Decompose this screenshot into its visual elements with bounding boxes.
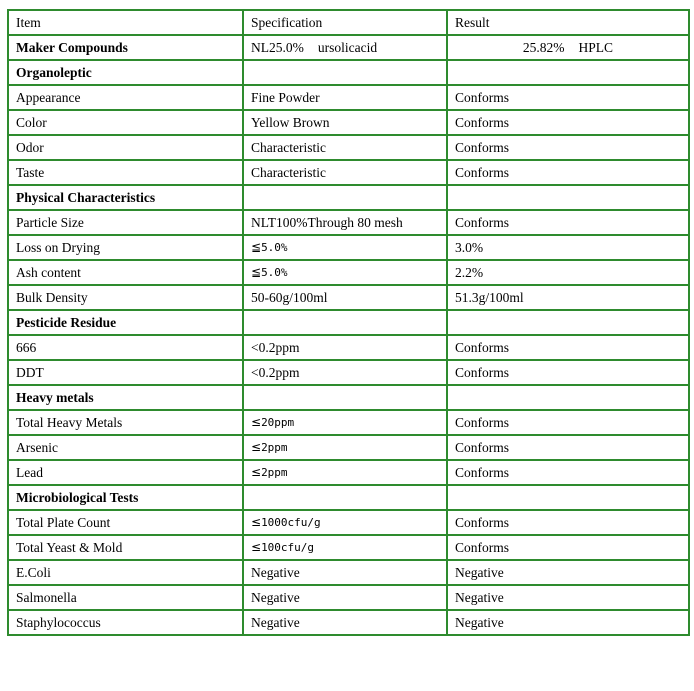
row-spec: [243, 260, 447, 285]
empty-cell: [243, 185, 447, 210]
less-equal-symbol: ≤: [251, 515, 262, 529]
row-item: Bulk Density: [8, 285, 243, 310]
row-result: Conforms: [447, 510, 689, 535]
section-title: Pesticide Residue: [8, 310, 243, 335]
spec-value: 1000cfu/g: [261, 516, 321, 529]
row-spec: [243, 35, 447, 60]
table-row-total-heavy-metals: [8, 410, 689, 435]
empty-cell: [447, 185, 689, 210]
row-item: Appearance: [8, 85, 243, 110]
row-item: Arsenic: [8, 435, 243, 460]
row-item: Lead: [8, 460, 243, 485]
row-item: Loss on Drying: [8, 235, 243, 260]
row-spec: Negative: [243, 585, 447, 610]
row-result: Conforms: [447, 410, 689, 435]
section-title: Organoleptic: [8, 60, 243, 85]
table-row-arsenic: [8, 435, 689, 460]
less-equal-symbol: ≤: [251, 540, 262, 554]
row-result: Conforms: [447, 85, 689, 110]
section-title: Heavy metals: [8, 385, 243, 410]
table-row-loss-on-drying: [8, 235, 689, 260]
table-row-salmonella: [8, 585, 689, 610]
spec-value: 2ppm: [261, 441, 288, 454]
row-item: Total Yeast & Mold: [8, 535, 243, 560]
row-item: Staphylococcus: [8, 610, 243, 635]
row-item: E.Coli: [8, 560, 243, 585]
row-result: Negative: [447, 610, 689, 635]
row-result: Conforms: [447, 535, 689, 560]
row-item: Particle Size: [8, 210, 243, 235]
row-item: Total Plate Count: [8, 510, 243, 535]
section-row-pesticide: [8, 310, 689, 335]
row-spec: NLT100%Through 80 mesh: [243, 210, 447, 235]
empty-cell: [243, 385, 447, 410]
section-title: Microbiological Tests: [8, 485, 243, 510]
row-spec: Negative: [243, 560, 447, 585]
table-row-color: [8, 110, 689, 135]
header-result: Result: [447, 10, 689, 35]
empty-cell: [447, 60, 689, 85]
section-row-organoleptic: [8, 60, 689, 85]
row-result: [447, 35, 689, 60]
row-result: Conforms: [447, 110, 689, 135]
result-value: 25.82%: [522, 39, 565, 55]
table-row-staphylococcus: [8, 610, 689, 635]
less-equal-symbol: ≤: [251, 465, 262, 479]
row-item: Color: [8, 110, 243, 135]
row-spec: Negative: [243, 610, 447, 635]
row-result: Negative: [447, 560, 689, 585]
row-item: DDT: [8, 360, 243, 385]
empty-cell: [243, 310, 447, 335]
row-result: Conforms: [447, 435, 689, 460]
header-specification: Specification: [243, 10, 447, 35]
section-title: Physical Characteristics: [8, 185, 243, 210]
table-row-maker-compounds: [8, 35, 689, 60]
table-row-e-coli: [8, 560, 689, 585]
table-row-taste: [8, 160, 689, 185]
row-result: Conforms: [447, 460, 689, 485]
row-result: Conforms: [447, 335, 689, 360]
table-row-particle-size: [8, 210, 689, 235]
spec-compound: ursolicacid: [317, 39, 378, 55]
spec-value: 2ppm: [261, 466, 288, 479]
less-equal-symbol: ≦: [251, 265, 262, 279]
less-equal-symbol: ≤: [251, 440, 262, 454]
row-spec: [243, 510, 447, 535]
empty-cell: [447, 385, 689, 410]
section-row-physical: [8, 185, 689, 210]
section-row-microbiological: [8, 485, 689, 510]
row-spec: [243, 460, 447, 485]
row-item: Ash content: [8, 260, 243, 285]
row-result: Conforms: [447, 160, 689, 185]
row-result: 3.0%: [447, 235, 689, 260]
table-row-appearance: [8, 85, 689, 110]
row-spec: <0.2ppm: [243, 335, 447, 360]
empty-cell: [447, 485, 689, 510]
less-equal-symbol: ≦: [251, 240, 262, 254]
header-row: [8, 10, 689, 35]
row-item: Maker Compounds: [8, 35, 243, 60]
spec-value: NL25.0%: [251, 39, 304, 55]
row-spec: Fine Powder: [243, 85, 447, 110]
row-item: Taste: [8, 160, 243, 185]
row-result: Conforms: [447, 135, 689, 160]
spec-value: 20ppm: [261, 416, 295, 429]
row-result: 51.3g/100ml: [447, 285, 689, 310]
row-result: Negative: [447, 585, 689, 610]
table-row-odor: [8, 135, 689, 160]
row-item: 666: [8, 335, 243, 360]
empty-cell: [243, 485, 447, 510]
row-item: Odor: [8, 135, 243, 160]
row-spec: Yellow Brown: [243, 110, 447, 135]
row-spec: Characteristic: [243, 160, 447, 185]
row-result: 2.2%: [447, 260, 689, 285]
table-row-total-yeast-mold: [8, 535, 689, 560]
row-spec: <0.2ppm: [243, 360, 447, 385]
row-item: Salmonella: [8, 585, 243, 610]
spec-value: 5.0%: [261, 241, 288, 254]
row-spec: [243, 435, 447, 460]
table-row-bulk-density: [8, 285, 689, 310]
row-spec: 50-60g/100ml: [243, 285, 447, 310]
row-item: Total Heavy Metals: [8, 410, 243, 435]
coa-table: [7, 9, 690, 636]
row-spec: [243, 535, 447, 560]
table-row-ash-content: [8, 260, 689, 285]
spec-value: 5.0%: [261, 266, 288, 279]
section-row-heavy-metals: [8, 385, 689, 410]
row-result: Conforms: [447, 360, 689, 385]
table-row-lead: [8, 460, 689, 485]
empty-cell: [243, 60, 447, 85]
table-row-ddt: [8, 360, 689, 385]
row-result: Conforms: [447, 210, 689, 235]
empty-cell: [447, 310, 689, 335]
row-spec: [243, 235, 447, 260]
row-spec: Characteristic: [243, 135, 447, 160]
row-spec: [243, 410, 447, 435]
result-method: HPLC: [578, 39, 614, 55]
less-equal-symbol: ≤: [251, 415, 262, 429]
header-item: Item: [8, 10, 243, 35]
table-row-666: [8, 335, 689, 360]
table-row-total-plate-count: [8, 510, 689, 535]
spec-value: 100cfu/g: [261, 541, 315, 554]
